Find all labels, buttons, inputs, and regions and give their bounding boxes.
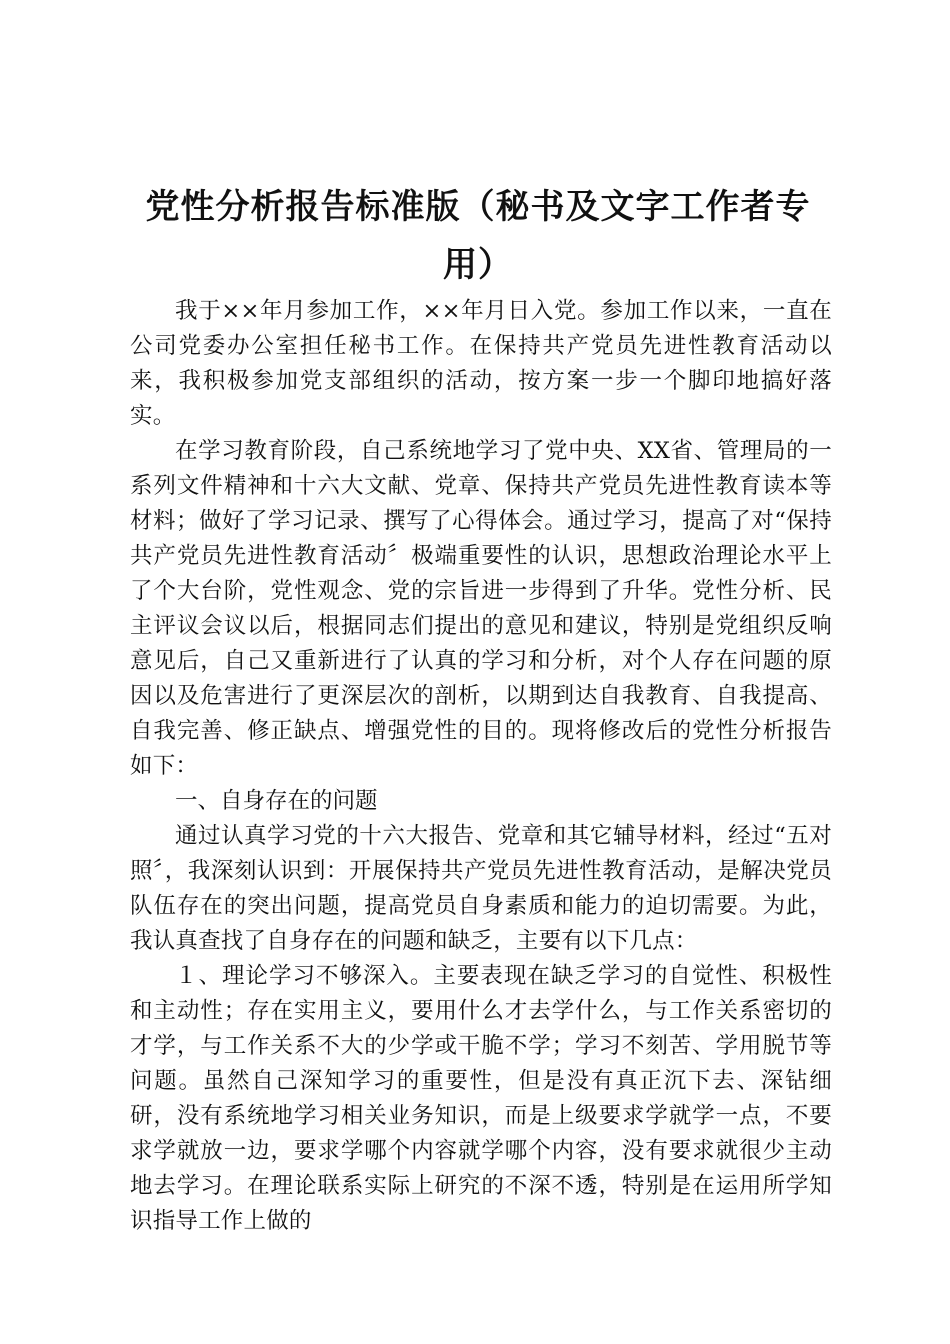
paragraph-study-phase: 在学习教育阶段，自己系统地学习了党中央、XX省、管理局的一系列文件精神和十六大文献、党章、保持共产党员先进性教育读本等材料；做好了学习记录、撰写了心得体会。通过学习，提高了对“保持共产党员先进性教育活动〞极端重要性的认识，思想政治理论水平上了个大台阶，党性观念、党的宗旨进一步得到了升华。党性分析、民主评议会议以后，根据同志们提出的意见和建议，特别是党组织反响意见后，自己又重新进行了认真的学习和分析，对个人存在问题的原因以及危害进行了更深层次的剖析，以期到达自我教育、自我提高、自我完善、修正缺点、增强党性的目的。现将修改后的党性分析报告如下： [130, 438, 832, 779]
document-body [130, 294, 832, 1239]
paragraph-section-intro: 通过认真学习党的十六大报告、党章和其它辅导材料，经过“五对照〞，我深刻认识到：开展保持共产党员先进性教育活动，是解决党员队伍存在的突出问题，提高党员自身素质和能力的迫切需要。为此，我认真查找了自身存在的问题和缺乏，主要有以下几点： [130, 823, 832, 954]
document-title: 党性分析报告标准版（秘书及文字工作者专用） [145, 187, 811, 285]
paragraph-intro: 我于××年月参加工作，××年月日入党。参加工作以来，一直在公司党委办公室担任秘书工作。在保持共产党员先进性教育活动以来，我积极参加党支部组织的活动，按方案一步一个脚印地搞好落实。 [130, 298, 832, 429]
paragraph-point-1: １、理论学习不够深入。主要表现在缺乏学习的自觉性、积极性和主动性；存在实用主义，要用什么才去学什么，与工作关系密切的才学，与工作关系不大的少学或干脆不学；学习不刻苦、学用脱节等问题。虽然自己深知学习的重要性，但是没有真正沉下去、深钻细研，没有系统地学习相关业务知识，而是上级要求学就学一点，不要求学就放一边，要求学哪个内容就学哪个内容，没有要求就很少主动地去学习。在理论联系实际上研究的不深不透，特别是在运用所学知识指导工作上做的 [130, 963, 832, 1234]
section-heading: 一、自身存在的问题 [175, 788, 378, 814]
